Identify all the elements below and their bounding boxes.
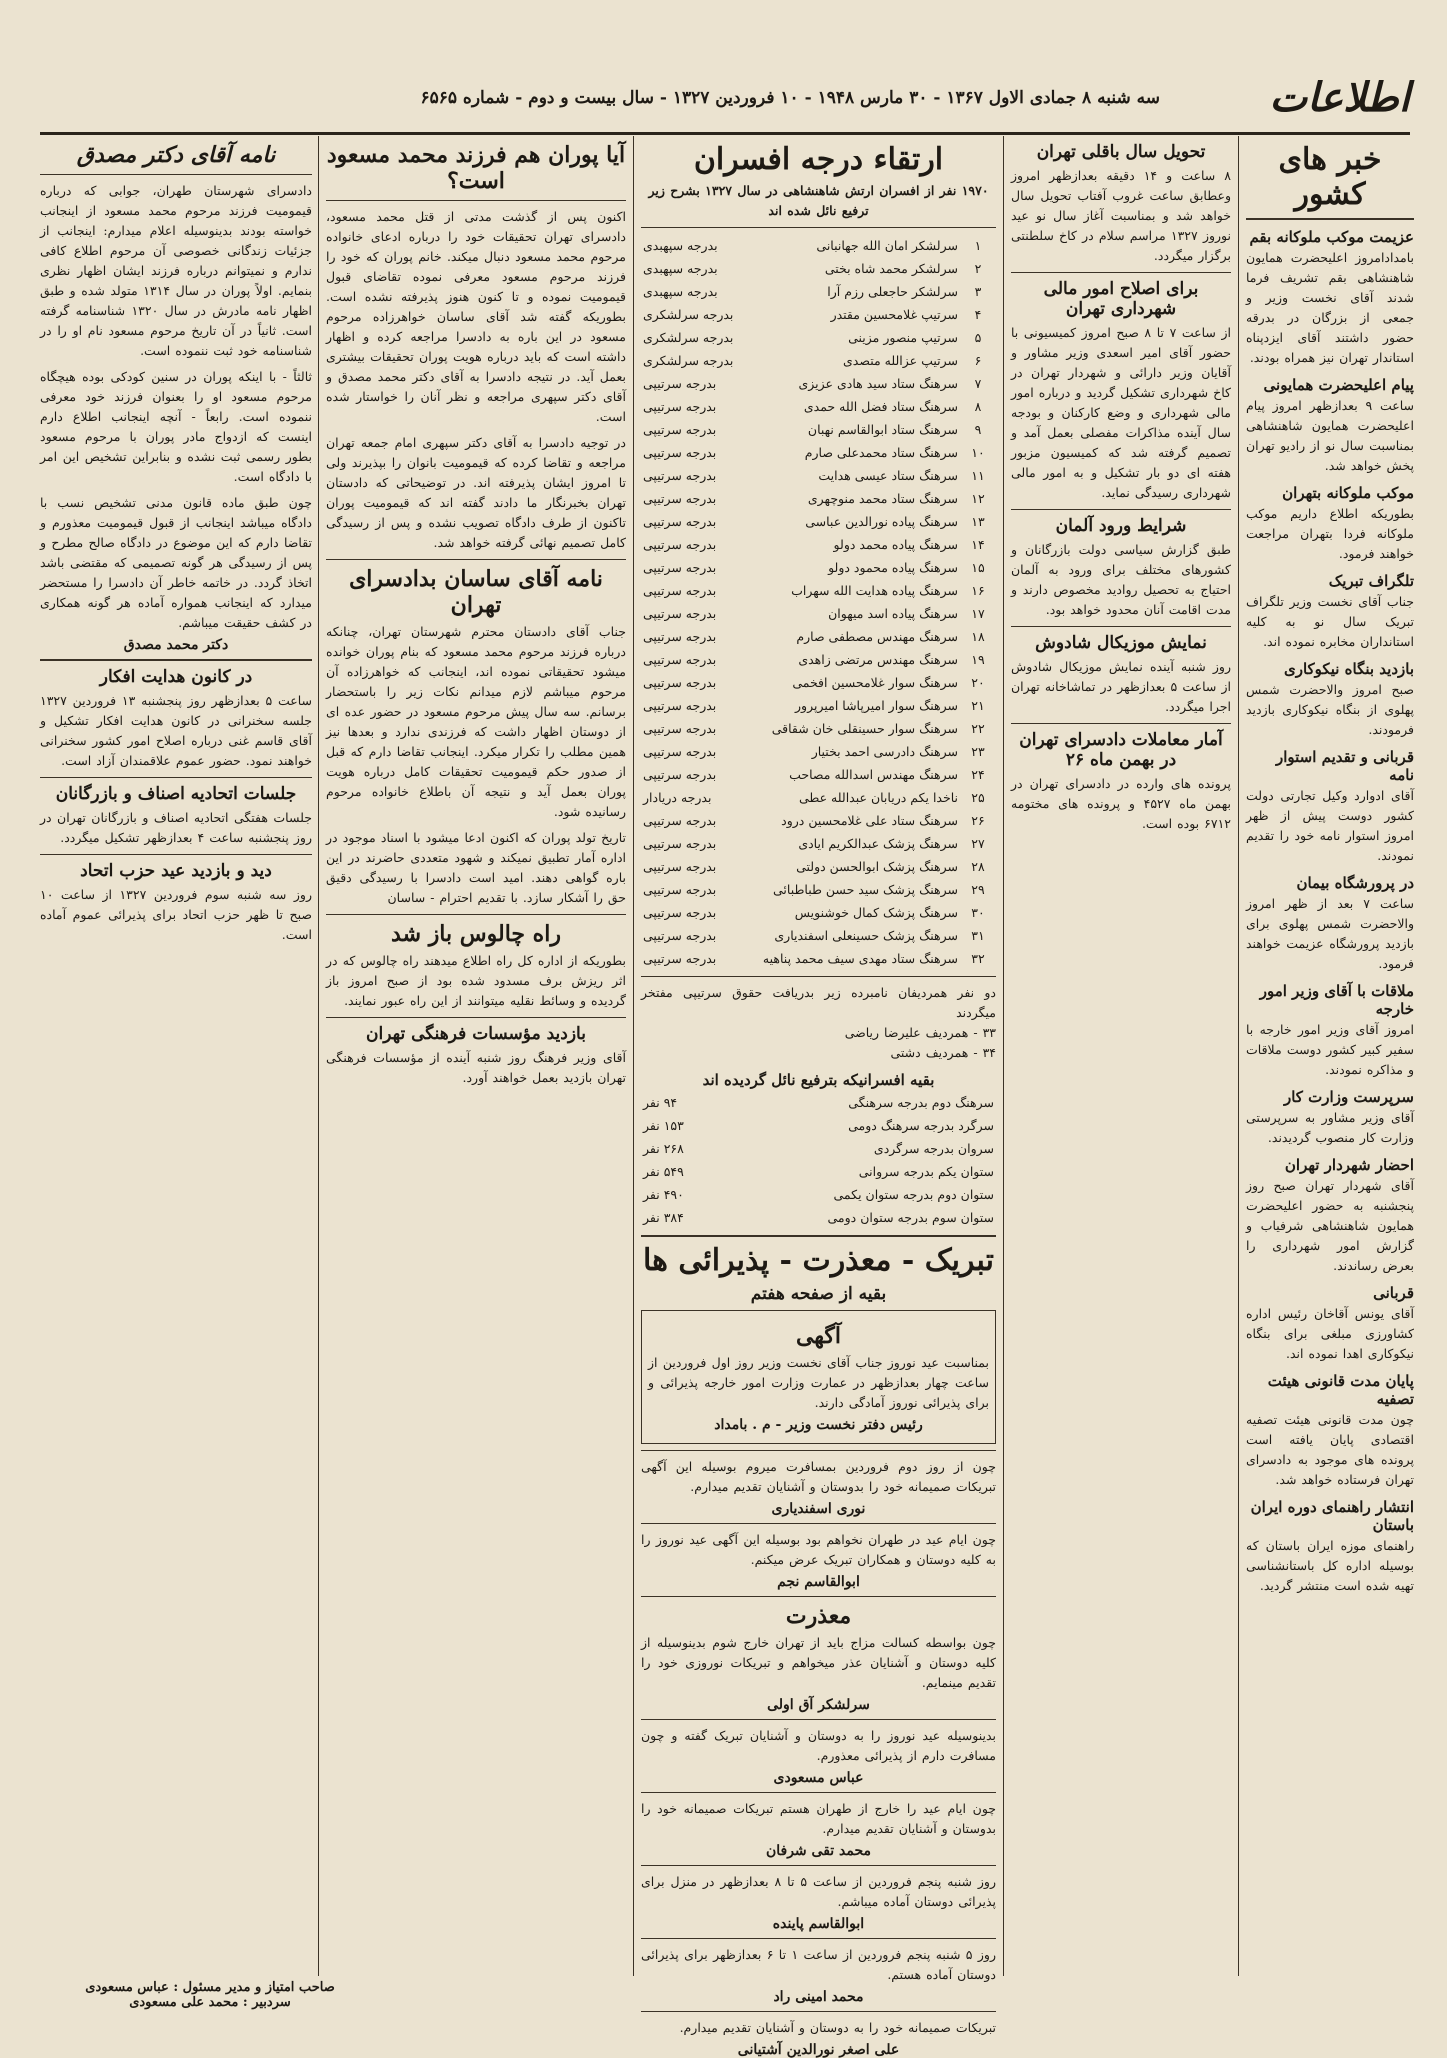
table-row [641,579,996,602]
city-news-headline: تحویل سال باقلی تهران [1036,142,1206,162]
mosaddegh-letter-3: چون طبق ماده قانون مدنی تشخیص نسب با دادگاه میباشد اینجانب از قبول قیمومیت معذورم و تقاضا دارم که این موضوع در دادگاه صالح مطرح و پس از رسیدگی هر گونه تصمیمی که مقتضی باشد اتخاذ گردد. در خاتمه خاطر آن دادسرا را مستحضر میدارد که اینجانب همواره آماده هر گونه همکاری در کشف حقیقت میباشم. [40,495,312,630]
roster-number: ۲ [974,261,982,276]
city-news-headline: آمار معاملات دادسرای تهران در بهمن ماه ۲۶ [1019,730,1223,770]
roster-number: ۱۶ [971,583,985,598]
party-text: روز سه شنبه سوم فروردین ۱۳۲۷ از ساعت ۱۰ صبح تا ظهر حزب اتحاد برای پذیرائی عموم آماده است. [40,887,313,942]
table-row [641,694,996,717]
table-row [641,947,996,970]
greeting-text: چون بواسطه کسالت مزاج باید از تهران خارج شوم بدینوسیله از کلیه دوستان و آشنایان عذر میخواهم و تبریکات نوروزی خود را تقدیم مینمایم. [641,1635,996,1690]
roster-rank: بدرجه سرتیپی [643,399,717,414]
table-row [641,510,996,533]
culture-visit-text: آقای وزیر فرهنگ روز شنبه آینده از مؤسسات فرهنگی تهران بازدید بعمل خواهند آورد. [326,1050,626,1085]
roster-name: سرهنگ مهندس مصطفی صارم [796,629,958,644]
table-row [641,809,996,832]
roster-name: سرهنگ ستاد مهدی سیف محمد پناهیه [762,951,958,966]
divider [641,1792,996,1793]
table-row [641,901,996,924]
club-text: ساعت ۵ بعدازظهر روز پنجشنبه ۱۳ فروردین ۱۳۲۷ جلسه سخنرانی در کانون هدایت افکار تشکیل و آقای قاسم غنی درباره اصلاح امور کشور سخنرانی خواهند نمود. حضور عموم علاقمندان آزاد است. [40,693,312,768]
greeting-signature: محمد امینی راد [773,1989,864,2005]
divider [641,1719,996,1720]
city-news-headline: برای اصلاح امور مالی شهرداری تهران [1043,279,1199,319]
summary-label: سرگرد بدرجه سرهنگ دومی [848,1118,994,1133]
summary-count: ۹۴ نفر [643,1095,678,1110]
roster-rank: بدرجه سرتیپی [643,767,717,782]
roster-rank: بدرجه سرتیپی [643,629,717,644]
roster-number: ۴ [974,307,982,322]
news-headline: بازدید بنگاه نیکوکاری [1283,660,1414,678]
city-news-text: از ساعت ۷ تا ۸ صبح امروز کمیسیونی با حضور آقای امیر اسعدی وزیر مشاور و آقایان وزیر دارائی و شهردار تهران در کاخ شهرداری تشکیل گردید و درباره امور مالی شهرداری و وضع کارکنان و بودجه سال آینده مذاکرات مفصلی بعمل آمد و تصمیم گرفته شد که کمیسیون مزبور هفته ای دو بار تشکیل و به امور مالی شهرداری رسیدگی نماید. [1011,325,1231,500]
greeting-signature: سرلشکر آق اولی [767,1697,870,1713]
table-row [641,740,996,763]
roster-rank: بدرجه سرتیپی [643,514,717,529]
summary-label: ستوان دوم بدرجه ستوان یکمی [833,1187,994,1202]
party-title: دید و بازدید عید حزب اتحاد [80,861,272,881]
table-row [641,1160,996,1183]
table-row [641,1091,996,1114]
greetings-headline: تبریک - معذرت - پذیرائی ها [643,1243,994,1278]
roster-number: ۱۳ [971,514,985,529]
chalous-road-text: بطوریکه از اداره کل راه اطلاع میدهند راه چالوس که در اثر ریزش برف مسدود شده بود از صبح امروز باز گردیده و وسائط نقلیه میتوانند از این راه عبور نمایند. [326,953,626,1008]
roster-rank: بدرجه سرتیپی [643,606,717,621]
mosaddegh-letter: دادسرای شهرستان طهران، جوابی که درباره قیمومیت فرزند مرحوم محمد مسعود از اینجانب خواسته بودند بدینوسیله اعلام میدارم: اینجانب از جزئیات زندگانی خصوصی آن مرحوم اطلاع کافی ندارم و نمیتوانم درباره فرزند ایشان اظهار نظری بنمایم. اولاً پوران در سال ۱۳۱۴ متولد شده و طبق اظهار نامه مادرش در سال ۱۳۲۰ شناسنامه گرفته است. ثانیاً در آن تاریخ مرحوم مسعود نام او را در شناسنامه خود ثبت ننموده است. [40,183,313,358]
divider [641,1596,996,1597]
summary-count: ۱۵۳ نفر [643,1118,684,1133]
greeting-text: روز شنبه پنجم فروردین از ساعت ۵ تا ۸ بعدازظهر در منزل برای پذیرائی دوستان آماده میباشم. [641,1874,997,1909]
roster-name: سرهنگ پیاده محمود دولو [828,560,958,575]
publisher-footer [40,1980,380,2010]
promotions-summary-table [641,1091,996,1229]
news-headline: پایان مدت قانونی هیئت تصفیه [1267,1372,1414,1408]
roster-number: ۱ [974,238,982,253]
news-headline: احضار شهردار تهران [1284,1156,1414,1174]
table-row [641,533,996,556]
greeting-text: تبریکات صمیمانه خود را به دوستان و آشنایان تقدیم میدارم. [679,2020,996,2035]
club-title: در کانون هدایت افکار [99,667,253,687]
masthead-logo: اطلاعات [1269,74,1410,121]
table-row [641,1183,996,1206]
table-row [641,832,996,855]
roster-rank: بدرجه سرتیپی [643,468,717,483]
city-news-text: پرونده های وارده در دادسرای تهران در بهمن ماه ۴۵۲۷ و پرونده های مختومه ۶۷۱۲ بوده است. [1011,776,1231,831]
sasan-letter-2: تاریخ تولد پوران که اکنون ادعا میشود با اسناد موجود در اداره آمار تطبیق نمیکند و شهود متعددی حاضرند در این باره گواهی دهند. امید است دادسرا با رسیدگی دقیق حق را آشکار سازد. با تقدیم احترام - ساسان [326,830,626,905]
roster-name: سرهنگ پیاده هدایت الله سهراب [791,583,958,598]
column-rule [318,136,319,1976]
column-rule [633,136,634,1976]
column-national-news [1246,136,1414,1976]
column-rule [1003,136,1004,1976]
roster-number: ۹ [974,422,982,437]
table-row [641,625,996,648]
greeting-signature: ابوالقاسم پاینده [772,1916,865,1932]
roster-name: سرلشکر امان الله جهانبانی [816,238,958,253]
divider [641,1938,996,1939]
table-row [641,671,996,694]
roster-rank: بدرجه سرتیپی [643,422,717,437]
roster-number: ۲۶ [971,813,985,828]
promotions-lead: ۱۹۷۰ نفر از افسران ارتش شاهنشاهی در سال ۱۳۲۷ بشرح زیر ترفیع نائل شده اند [648,183,989,218]
greeting-messages [641,1450,996,2058]
roster-number: ۷ [974,376,982,391]
roster-rank: بدرجه سرتیپی [643,859,717,874]
promotions-tail: بقیه افسرانیکه بترفیع نائل گردیده اند [702,1071,935,1089]
roster-rank: بدرجه سرتیپی [643,675,717,690]
roster-rank: بدرجه سرتیپی [643,537,717,552]
footer-editor: سردبیر : محمد علی مسعودی [129,1995,291,2010]
roster-name: سرلشکر محمد شاه بختی [824,261,958,276]
roster-number: ۶ [974,353,982,368]
summary-label: سروان بدرجه سرگردی [873,1141,994,1156]
roster-name: سرهنگ پزشک حسینعلی اسفندیاری [774,928,958,943]
roster-rank: بدرجه سرتیپی [643,721,717,736]
divider [1011,626,1231,627]
summary-count: ۴۹۰ نفر [643,1187,684,1202]
roster-rank: بدرجه سرتیپی [643,652,717,667]
table-row [641,648,996,671]
news-headline: موکب ملوکانه بتهران [1282,484,1414,502]
table-row [641,257,996,280]
roster-number: ۱۴ [971,537,985,552]
table-row [641,441,996,464]
roster-number: ۱۱ [971,468,985,483]
divider [641,1523,996,1524]
news-text: صبح امروز والاحضرت شمس پهلوی از بنگاه نیکوکاری بازدید فرمودند. [1246,682,1414,737]
roster-rank: بدرجه دریادار [643,790,712,805]
roster-name: سرهنگ پزشک عبدالکریم ایادی [798,836,958,851]
roster-number: ۱۲ [971,491,985,506]
news-text: بامدادامروز اعلیحضرت همایون شاهنشاهی بقم تشریف فرما شدند آقای نخست وزیر و جمعی از بزرگان در بدرقه حضور داشتند آقای ایزدپناه استاندار تهران نیز همراه بودند. [1246,250,1414,365]
promotions-note-list [641,1023,996,1063]
roster-rank: بدرجه سرتیپی [643,491,717,506]
roster-rank: بدرجه سرتیپی [643,836,717,851]
news-headline: ملاقات با آقای وزیر امور خارجه [1259,982,1414,1018]
roster-name: سرهنگ ستاد علی غلامحسین درود [781,813,958,828]
union-text: جلسات هفتگی اتحادیه اصناف و بازرگانان تهران در روز پنجشنبه ساعت ۴ بعدازظهر تشکیل میگردد. [40,810,312,845]
roster-rank: بدرجه سرلشکری [643,353,734,368]
roster-rank: بدرجه سپهبدی [643,238,718,253]
table-row [641,763,996,786]
news-headline: عزیمت موکب ملوکانه بقم [1249,228,1414,246]
roster-rank: بدرجه سرتیپی [643,744,717,759]
summary-count: ۳۸۴ نفر [643,1210,684,1225]
mosaddegh-headline: نامه آقای دکتر مصدق [76,142,276,168]
table-row [641,717,996,740]
masoud-headline: آیا پوران هم فرزند محمد مسعود است؟ [326,142,626,194]
sasan-letter-title: نامه آقای ساسان بدادسرای تهران [349,566,603,618]
news-headline: سرپرست وزارت کار [1283,1088,1414,1106]
greeting-signature: علی اصغر نورالدین آشتیانی [737,2042,900,2058]
roster-number: ۲۱ [971,698,985,713]
roster-number: ۳۲ [971,951,985,966]
greeting-signature: عباس مسعودی [773,1770,864,1786]
note-item: ۳۴ - همردیف دشتی [890,1045,996,1060]
news-text: آقای یونس آقاخان رئیس اداره کشاورزی مبلغی برای بنگاه نیکوکاری اهدا نموده اند. [1246,1306,1414,1361]
table-row [641,280,996,303]
news-headline: در پرورشگاه بیمان [1296,874,1414,892]
divider [1011,723,1231,724]
roster-name: سرهنگ پیاده اسد میهوان [828,606,958,621]
roster-name: سرهنگ ستاد فضل الله حمدی [803,399,958,414]
roster-name: سرهنگ سوار غلامحسین افخمی [792,675,958,690]
roster-number: ۳۱ [971,928,985,943]
table-row [641,556,996,579]
union-title: جلسات اتحادیه اصناف و بازرگانان [55,784,297,804]
roster-name: سرهنگ سوار حسینقلی خان شقاقی [771,721,958,736]
city-news-list [1011,142,1231,834]
roster-name: سرهنگ ستاد عیسی هدایت [818,468,958,483]
table-row [641,855,996,878]
column-city-news [1011,136,1231,1976]
mosaddegh-signature: دکتر محمد مصدق [123,637,229,653]
sasan-letter: جناب آقای دادستان محترم شهرستان تهران، چنانکه درباره فرزند مرحوم محمد مسعود که بنام پوران خوانده میشود تحقیقاتی نموده اند، اینجانب که خواهرزاده آن مرحوم میباشم لازم میدانم نکات زیر را باستحضار برسانم. سه سال پیش مرحوم مسعود در حضور عده ای از دوستان اظهار داشت که فرزندی ندارد و بعدها نیز همین مطلب را تکرار میکرد. اینجانب تقاضا دارم که قبل از صدور حکم قیمومیت تحقیقات کامل درباره هویت پوران بعمل آید و نتیجه آن باطلاع خانواده مرحوم رسانیده شود. [326,624,626,819]
column-promotions [641,136,997,2058]
chalous-road-title: راه چالوس باز شد [391,921,561,947]
table-row [641,1114,996,1137]
summary-label: سرهنگ دوم بدرجه سرهنگی [848,1095,994,1110]
roster-number: ۳۰ [971,905,985,920]
roster-name: سرهنگ پیاده محمد دولو [833,537,958,552]
city-news-text: روز شنبه آینده نمایش موزیکال شادوش از ساعت ۵ بعدازظهر در تماشاخانه تهران اجرا میگردد. [1011,659,1231,714]
roster-name: سرهنگ ستاد محمدعلی صارم [804,445,958,460]
roster-rank: بدرجه سرلشکری [643,330,734,345]
roster-number: ۲۰ [971,675,985,690]
roster-number: ۲۹ [971,882,985,897]
roster-number: ۳ [974,284,982,299]
news-text: ساعت ۹ بعدازظهر امروز پیام اعلیحضرت همایون شاهنشاهی بمناسبت سال نو از رادیو تهران پخش خواهد شد. [1246,398,1414,473]
news-text: آقای ادوارد وکیل تجارتی دولت کشور دوست پیش از ظهر امروز استوار نامه خود را تقدیم نمودند. [1246,788,1414,863]
pm-notice-box [641,1310,996,1444]
notice-text: بمناسبت عید نوروز جناب آقای نخست وزیر روز اول فروردین از ساعت چهار بعدازظهر در عمارت وزارت امور خارجه پذیرائی و برای پذیرائی نوروز آمادگی دارند. [648,1355,989,1410]
news-text: آقای وزیر مشاور به سرپرستی وزارت کار منصوب گردیدند. [1246,1110,1414,1145]
roster-name: سرلشکر حاجعلی رزم آرا [827,284,958,299]
roster-name: سرهنگ ستاد ابوالقاسم نهبان [807,422,958,437]
roster-rank: بدرجه سرلشکری [643,307,734,322]
divider [641,2011,996,2012]
column-rule [1238,136,1239,1976]
summary-label: ستوان سوم بدرجه ستوان دومی [827,1210,994,1225]
news-headline: پیام اعلیحضرت همایونی [1263,376,1414,394]
greeting-text: روز ۵ شنبه پنجم فروردین از ساعت ۱ تا ۶ بعدازظهر برای پذیرائی دوستان آماده هستم. [641,1947,996,1982]
summary-count: ۲۶۸ نفر [643,1141,684,1156]
greeting-signature: نوری اسفندیاری [771,1501,866,1517]
roster-name: سرهنگ سوار امیرپاشا امیرپرور [795,698,958,713]
table-row [641,234,996,257]
promotions-note: دو نفر همردیفان نامبرده زیر بدریافت حقوق سرتیپی مفتخر میگردند [641,985,996,1020]
news-headline: قربانی [1373,1284,1414,1302]
note-item: ۳۳ - همردیف علیرضا ریاضی [844,1025,996,1040]
roster-name: سرتیپ غلامحسین مقتدر [830,307,958,322]
roster-number: ۸ [974,399,982,414]
roster-number: ۲۸ [971,859,985,874]
table-row [641,326,996,349]
mosaddegh-letter-2: ثالثاً - با اینکه پوران در سنین کودکی بوده هیچگاه مرحوم مسعود او را بعنوان فرزند خود معرفی ننموده است. رابعاً - آنچه اینجانب اطلاع دارم اینست که ازدواج مادر پوران با مرحوم مسعود بطور رسمی ثبت نشده و بنابراین تشخیص این امر با دادگاه است. [40,369,312,484]
table-row [641,418,996,441]
greeting-signature: محمد تقی شرفان [765,1843,872,1859]
roster-name: ناخدا یکم دریابان عبدالله عطی [798,790,958,805]
roster-rank: بدرجه سرتیپی [643,698,717,713]
roster-number: ۱۷ [971,606,985,621]
notice-title: آگهی [795,1323,842,1349]
roster-number: ۵ [974,330,982,345]
notice-signature: رئیس دفتر نخست وزیر - م . بامداد [714,1417,923,1433]
roster-rank: بدرجه سرتیپی [643,583,717,598]
column-masoud-case [326,136,626,1976]
news-text: چون مدت قانونی هیئت تصفیه اقتصادی پایان یافته است پرونده های موجود به دادسرای تهران فرستاده خواهد شد. [1246,1412,1414,1487]
greeting-text: چون ایام عید در طهران نخواهم بود بوسیله این آگهی عید نوروز را به کلیه دوستان و همکاران تبریک عرض میکنم. [641,1532,996,1567]
roster-number: ۱۹ [971,652,985,667]
promotions-headline: ارتقاء درجه افسران [693,142,944,177]
roster-rank: بدرجه سرتیپی [643,882,717,897]
roster-rank: بدرجه سرتیپی [643,376,717,391]
city-news-text: ۸ ساعت و ۱۴ دقیقه بعدازظهر امروز وعطابق ساعت غروب آفتاب تحویل سال خواهد شد و بمناسبت آغاز سال نو عید نوروز ۱۳۲۷ مراسم سلام در کاخ سلطنتی برگزار میگردد. [1011,168,1231,263]
roster-rank: بدرجه سرتیپی [643,928,717,943]
roster-name: سرتیپ منصور مزینی [848,330,958,345]
table-row [641,349,996,372]
roster-number: ۲۳ [971,744,985,759]
news-text: بطوریکه اطلاع داریم موکب ملوکانه فردا بتهران مراجعت خواهند فرمود. [1246,506,1414,561]
news-headline: قربانی و تقدیم استوار نامه [1276,748,1414,784]
news-text: جناب آقای نخست وزیر تلگراف تبریک سال نو به کلیه استانداران مخابره نموده اند. [1246,594,1414,649]
summary-count: ۵۴۹ نفر [643,1164,684,1179]
greeting-text: چون از روز دوم فروردین بمسافرت میروم بوسیله این آگهی تبریکات صمیمانه خود را بدوستان و آشنایان تقدیم میدارم. [641,1459,996,1494]
table-row [641,786,996,809]
summary-label: ستوان یکم بدرجه سروانی [858,1164,994,1179]
table-row [641,372,996,395]
masthead-date-line: سه شنبه ۸ جمادی الاول ۱۳۶۷ - ۳۰ مارس ۱۹۴۸ - ۱۰ فروردین ۱۳۲۷ - سال بیست و دوم - شماره ۶۵۶۵ [420,88,1160,108]
roster-number: ۲۷ [971,836,985,851]
roster-name: سرهنگ پزشک ابوالحسن دولتی [796,859,958,874]
culture-visit-title: بازدید مؤسسات فرهنگی تهران [366,1024,586,1044]
roster-number: ۱۰ [971,445,985,460]
masthead [40,74,1410,135]
roster-number: ۱۸ [971,629,985,644]
table-row [641,1137,996,1160]
roster-rank: بدرجه سرتیپی [643,560,717,575]
table-row [641,924,996,947]
roster-name: سرهنگ پزشک کمال خوشنویس [794,905,958,920]
table-row [641,487,996,510]
greetings-continued: بقیه از صفحه هفتم [750,1284,887,1304]
roster-rank: بدرجه سرتیپی [643,445,717,460]
roster-name: سرهنگ ستاد محمد منوچهری [807,491,958,506]
roster-name: سرتیپ عزالله متصدی [843,353,958,368]
news-text: آقای شهردار تهران صبح روز پنجشنبه به حضور اعلیحضرت همایون شاهنشاهی شرفیاب و گزارش امور شهرداری را بعرض رساندند. [1246,1178,1414,1273]
city-news-headline: شرایط ورود آلمان [1055,516,1187,536]
news-text: راهنمای موزه ایران باستان که بوسیله اداره کل باستانشناسی تهیه شده است منتشر گردید. [1246,1538,1414,1593]
roster-number: ۲۴ [971,767,985,782]
table-row [641,464,996,487]
divider [641,1865,996,1866]
promotions-table [641,234,996,970]
column-mosaddegh-letter [40,136,312,1971]
roster-number: ۲۲ [971,721,985,736]
roster-number: ۱۵ [971,560,985,575]
news-list [1246,228,1414,1596]
roster-name: سرهنگ ستاد سید هادی عزیزی [798,376,958,391]
table-row [641,303,996,326]
roster-rank: بدرجه سرتیپی [643,905,717,920]
section-title-national-news: خبر های کشور [1278,142,1382,212]
news-headline: انتشار راهنمای دوره ایران باستان [1250,1498,1414,1534]
roster-number: ۲۵ [971,790,985,805]
divider [641,1450,996,1451]
roster-name: سرهنگ پزشک سید حسن طباطبائی [772,882,958,897]
roster-name: سرهنگ دادرسی احمد بختیار [811,744,958,759]
masoud-article: اکنون پس از گذشت مدتی از قتل محمد مسعود، دادسرای تهران تحقیقات خود را درباره ادعای خانواده مرحوم محمد مسعود دنبال میکند. خانم پوران که خود را فرزند مرحوم مسعود معرفی نموده تقاضای قبول قیمومیت نموده و تا کنون هنوز پذیرفته نشده است. بطوریکه گفته شد آقای ساسان خواهرزاده مرحوم مسعود در این باره به دادسرا مراجعه کرده و اظهار داشته است که باید درباره هویت پوران تحقیقات بیشتری بعمل آید. در نتیجه دادسرا به آقای دکتر محمد مصدق و آقای دکتر سپهری مراجعه و نظر آنان را خواستار شده است. [326,209,626,424]
roster-name: سرهنگ مهندس مرتضی زاهدی [798,652,958,667]
divider [1011,509,1231,510]
roster-rank: بدرجه سرتیپی [643,951,717,966]
news-headline: تلگراف تبریک [1328,572,1414,590]
city-news-headline: نمایش موزیکال شادوش [1035,633,1207,653]
city-news-text: طبق گزارش سیاسی دولت بازرگانان و کشورهای مختلف برای ورود به آلمان احتیاج به تحصیل روادید مخصوص دارند و مدت اقامت آنان محدود خواهد بود. [1011,542,1231,617]
table-row [641,878,996,901]
news-text: امروز آقای وزیر امور خارجه با سفیر کبیر کشور دوست ملاقات و مذاکره نمودند. [1246,1022,1414,1077]
roster-name: سرهنگ مهندس اسدالله مصاحب [789,767,958,782]
table-row [641,1206,996,1229]
roster-name: سرهنگ پیاده نورالدین عباسی [805,514,958,529]
greeting-signature: ابوالقاسم نجم [777,1574,860,1590]
masoud-article-2: در توجیه دادسرا به آقای دکتر سپهری امام جمعه تهران مراجعه و تقاضا کرده که قیمومیت بانوان را بپذیرند ولی تا امروز ایشان پذیرفته اند. در توضیحاتی که دادستان تهران بخبرنگار ما دادند گفته اند که قیمومیت پوران تاکنون از طرف دادگاه تصویب نشده و پس از رسیدگی کامل تصمیم نهائی گرفته خواهد شد. [326,435,626,550]
table-row [641,395,996,418]
divider [1011,272,1231,273]
footer-publisher: صاحب امتیاز و مدیر مسئول : عباس مسعودی [85,1980,335,1995]
greeting-headline: معذرت [785,1603,852,1629]
greeting-text: چون ایام عید را خارج از طهران هستم تبریکات صمیمانه خود را بدوستان و آشنایان تقدیم میدارم. [641,1801,996,1836]
roster-rank: بدرجه سپهبدی [643,261,718,276]
roster-rank: بدرجه سرتیپی [643,813,717,828]
greeting-text: بدینوسیله عید نوروز را به دوستان و آشنایان تبریک گفته و چون مسافرت دارم از پذیرائی معذورم. [641,1728,996,1763]
news-text: ساعت ۷ بعد از ظهر امروز والاحضرت شمس پهلوی برای بازدید پرورشگاه عزیمت خواهند فرمود. [1246,896,1414,971]
table-row [641,602,996,625]
roster-rank: بدرجه سپهبدی [643,284,718,299]
